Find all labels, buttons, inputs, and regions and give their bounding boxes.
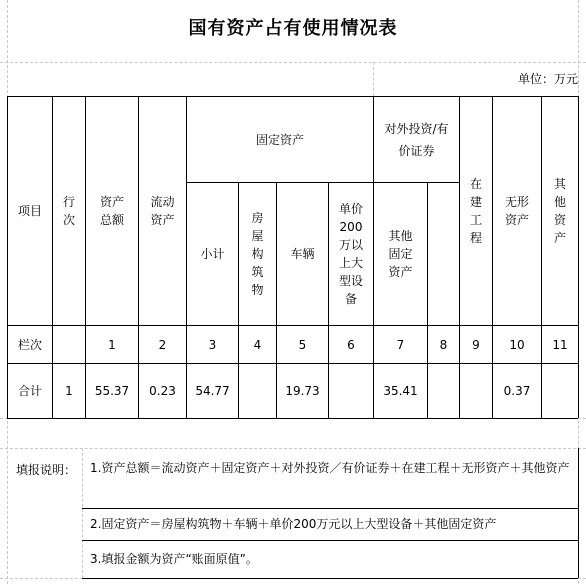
header-row-no xyxy=(53,97,85,325)
header-total-assets xyxy=(86,97,138,325)
large-equipment-value xyxy=(329,364,373,418)
header-current-assets xyxy=(139,97,186,325)
header-current-assets-text: 流动资产 xyxy=(150,195,175,227)
column-number: 3 xyxy=(208,337,217,352)
column-number: 1 xyxy=(108,337,116,352)
intangible-value: 0.37 xyxy=(503,384,531,398)
header-item: 项目 xyxy=(17,204,42,218)
column-number: 5 xyxy=(298,337,307,352)
grid-line xyxy=(0,448,586,449)
page-title: 国有资产占有使用情况表 xyxy=(188,18,398,39)
header-total-assets-text: 资产总额 xyxy=(99,195,124,227)
header-foreign-invest-text: 对外投资/有价证券 xyxy=(384,121,449,158)
other-fixed-value: 35.41 xyxy=(383,384,418,398)
column-number: 2 xyxy=(158,337,167,352)
column-number: 6 xyxy=(347,337,355,352)
header-construction xyxy=(460,97,492,325)
construction-value xyxy=(460,364,492,418)
note-item: 1.资产总额＝流动资产＋固定资产＋对外投资／有价证券＋在建工程＋无形资产＋其他资产 xyxy=(90,461,570,475)
grid-line xyxy=(82,448,83,578)
header-intangible-text: 无形资产 xyxy=(504,195,529,227)
header-large-equipment-text: 单价200万以上大型设备 xyxy=(338,202,363,306)
column-number: 7 xyxy=(396,337,405,352)
column-number: 8 xyxy=(439,337,448,352)
buildings-value xyxy=(239,364,276,418)
total-assets-value: 55.37 xyxy=(94,384,130,398)
header-other-fixed-text: 其他固定资产 xyxy=(388,229,413,279)
grid-line xyxy=(373,62,374,96)
total-label: 合计 xyxy=(17,384,42,398)
current-assets-value: 0.23 xyxy=(149,384,176,398)
column-numbers-label: 栏次 xyxy=(17,337,42,352)
total-row-no: 1 xyxy=(65,384,73,398)
header-large-equipment xyxy=(329,183,373,325)
column-number: 4 xyxy=(253,337,262,352)
header-fixed-assets: 固定资产 xyxy=(255,132,304,147)
header-row-no-text: 行次 xyxy=(62,195,75,227)
column-number: 9 xyxy=(472,337,480,352)
header-buildings-text: 房屋构筑物 xyxy=(251,211,264,297)
header-other-assets-text: 其他资产 xyxy=(553,177,566,245)
unit-label: 单位：万元 xyxy=(517,72,578,86)
column-number: 11 xyxy=(552,337,568,352)
header-other-assets xyxy=(542,97,578,325)
note-item: 3.填报金额为资产“账面原值”。 xyxy=(90,552,258,566)
notes-label: 填报说明： xyxy=(16,463,77,477)
header-vehicles: 车辆 xyxy=(290,247,315,261)
column-number: 10 xyxy=(509,337,525,352)
header-foreign-invest xyxy=(374,97,459,182)
fixed-subtotal-value: 54.77 xyxy=(195,384,230,398)
grid-line xyxy=(0,62,586,63)
header-buildings xyxy=(239,183,276,325)
other-assets-value xyxy=(542,364,578,418)
vehicles-value: 19.73 xyxy=(285,384,320,398)
note-item: 2.固定资产＝房屋构筑物＋车辆＋单价200万元以上大型设备＋其他固定资产 xyxy=(90,517,497,531)
header-construction-text: 在建工程 xyxy=(469,177,482,245)
header-intangible xyxy=(493,97,541,325)
col8-value xyxy=(428,364,459,418)
header-fixed-subtotal: 小计 xyxy=(200,247,225,261)
header-other-fixed xyxy=(374,183,427,325)
